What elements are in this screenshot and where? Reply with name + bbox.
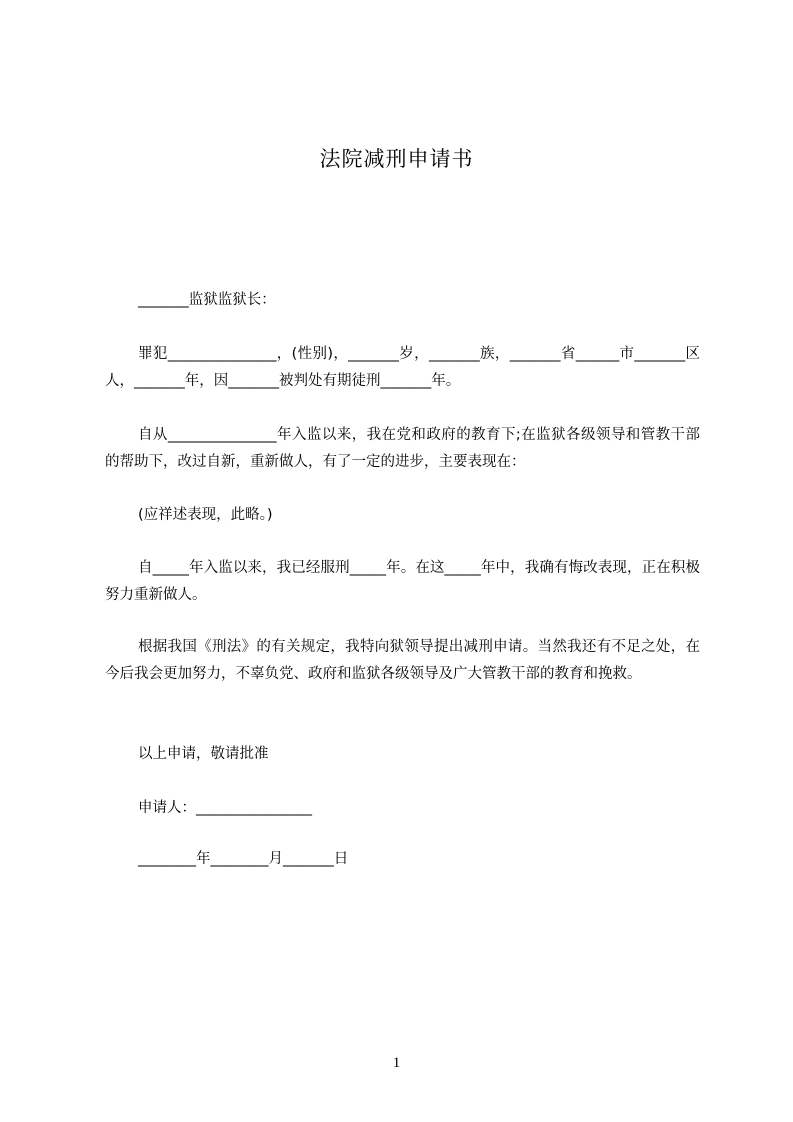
salutation: _______监狱监狱长： [138, 292, 276, 308]
date-line: ________年________月_______日 [138, 851, 349, 867]
paragraph-basic-info: 罪犯_______________，(性别)，_______岁，_______族，_______省______市_______区人，_______年，因_______被判处有期徒刑_______年。 [105, 346, 700, 389]
paragraph-note: (应祥述表现，此略。) [138, 507, 273, 523]
page-number: 1 [392, 1055, 401, 1071]
paragraph-request: 根据我国《刑法》的有关规定，我特向狱领导提出减刑申请。当然我还有不足之处，在今后我会更加努力，不辜负党、政府和监狱各级领导及广大管教干部的教育和挽救。 [105, 639, 700, 682]
document-title: 法院减刑申请书 [319, 147, 474, 171]
paragraph-since-imprisonment: 自从_______________年入监以来，我在党和政府的教育下;在监狱各级领导和管教干部的帮助下，改过自新，重新做人，有了一定的进步，主要表现在： [105, 427, 700, 470]
applicant-line: 申请人：________________ [138, 800, 312, 816]
paragraph-sentence-served: 自_____年入监以来，我已经服刑_____年。在这_____年中，我确有悔改表现，正在积极努力重新做人。 [105, 560, 700, 603]
closing-line: 以上申请，敬请批准 [138, 746, 269, 762]
